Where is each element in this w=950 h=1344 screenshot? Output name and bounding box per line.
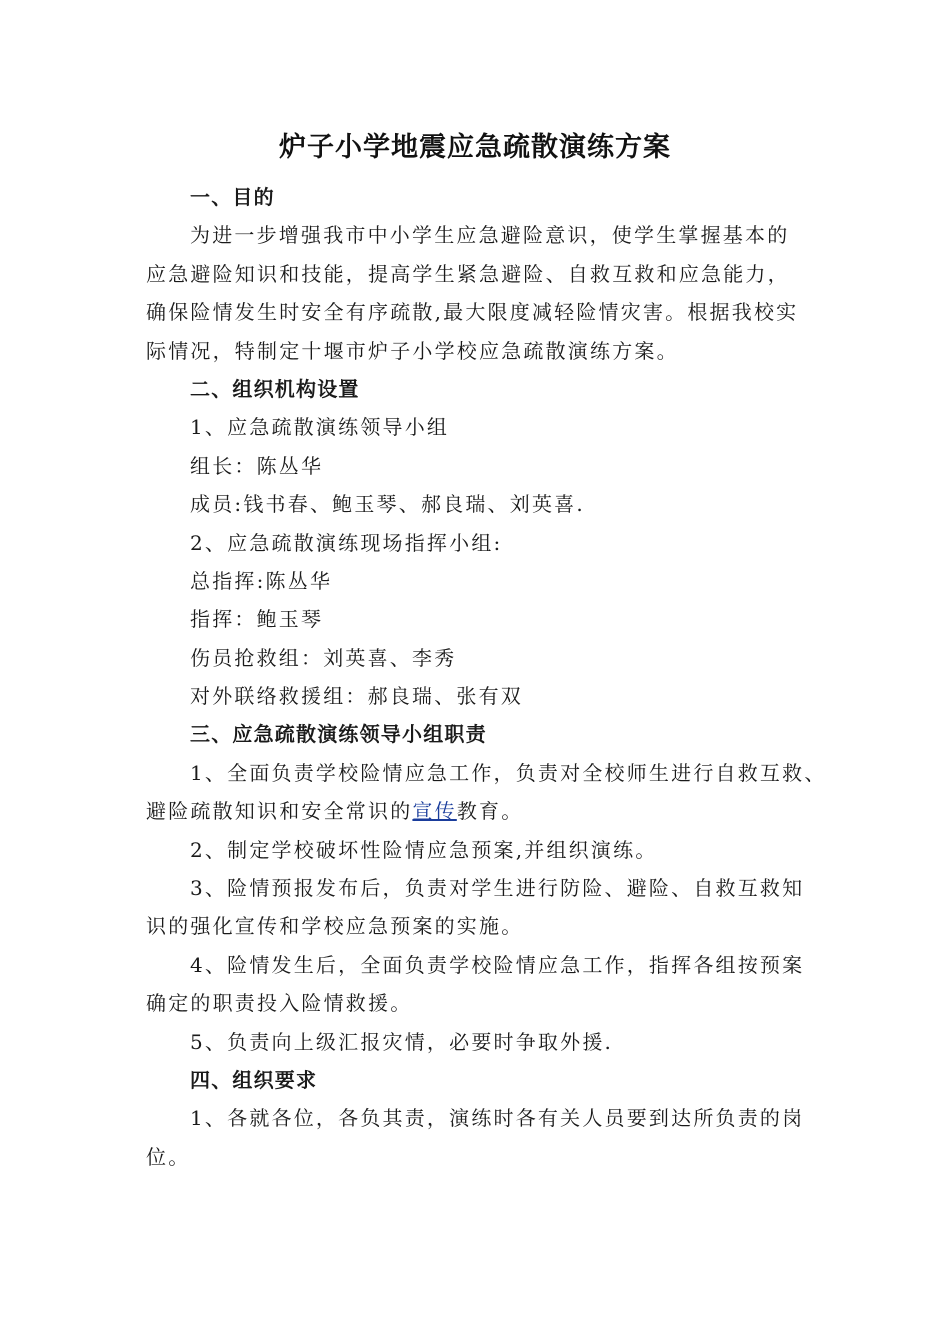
section-heading-requirements: 四、组织要求	[190, 1067, 318, 1092]
section-heading-duties: 三、应急疏散演练领导小组职责	[190, 722, 487, 747]
section-heading-organization: 二、组织机构设置	[190, 376, 360, 401]
paragraph-line: 确保险情发生时安全有序疏散,最大限度减轻险情灾害。根据我校实	[146, 300, 799, 325]
paragraph-line: 际情况，特制定十堰市炉子小学校应急疏散演练方案。	[146, 338, 679, 363]
paragraph-line: 2、制定学校破坏性险情应急预案,并组织演练。	[190, 837, 658, 862]
paragraph-line: 3、险情预报发布后，负责对学生进行防险、避险、自救互救知	[190, 876, 805, 901]
paragraph-line: 1、应急疏散演练领导小组	[190, 415, 450, 440]
paragraph-line: 伤员抢救组：刘英喜、李秀	[190, 645, 457, 670]
paragraph-line: 确定的职责投入险情救援。	[146, 991, 413, 1016]
paragraph-line: 5、负责向上级汇报灾情，必要时争取外援.	[190, 1029, 614, 1054]
paragraph-line: 成员:钱书春、鲍玉琴、郝良瑞、刘英喜.	[190, 492, 585, 517]
paragraph-line-with-link	[146, 792, 826, 830]
paragraph-line: 识的强化宣传和学校应急预案的实施。	[146, 914, 524, 939]
document-title: 炉子小学地震应急疏散演练方案	[279, 132, 671, 163]
paragraph-line: 2、应急疏散演练现场指挥小组:	[190, 530, 503, 555]
publicity-link[interactable]: 宣传	[412, 799, 457, 824]
paragraph-line: 位。	[146, 1144, 191, 1169]
paragraph-line: 1、各就各位，各负其责，演练时各有关人员要到达所负责的岗	[190, 1106, 805, 1131]
paragraph-line: 对外联络救援组：郝良瑞、张有双	[190, 684, 523, 709]
section-heading-purpose: 一、目的	[190, 185, 275, 209]
paragraph-line: 组长：陈丛华	[190, 453, 324, 478]
paragraph-line: 4、险情发生后，全面负责学校险情应急工作，指挥各组按预案	[190, 952, 805, 977]
paragraph-line: 指挥：鲍玉琴	[190, 607, 324, 632]
paragraph-line: 应急避险知识和技能，提高学生紧急避险、自救互救和应急能力，	[146, 261, 790, 286]
paragraph-line: 为进一步增强我市中小学生应急避险意识，使学生掌握基本的	[190, 223, 790, 248]
paragraph-line: 总指挥:陈丛华	[190, 568, 333, 593]
paragraph-line: 1、全面负责学校险情应急工作，负责对全校师生进行自救互救、	[190, 760, 827, 785]
text-segment: 避险疏散知识和安全常识的	[146, 799, 413, 824]
document-body	[146, 178, 826, 1176]
text-segment: 教育。	[456, 799, 524, 824]
